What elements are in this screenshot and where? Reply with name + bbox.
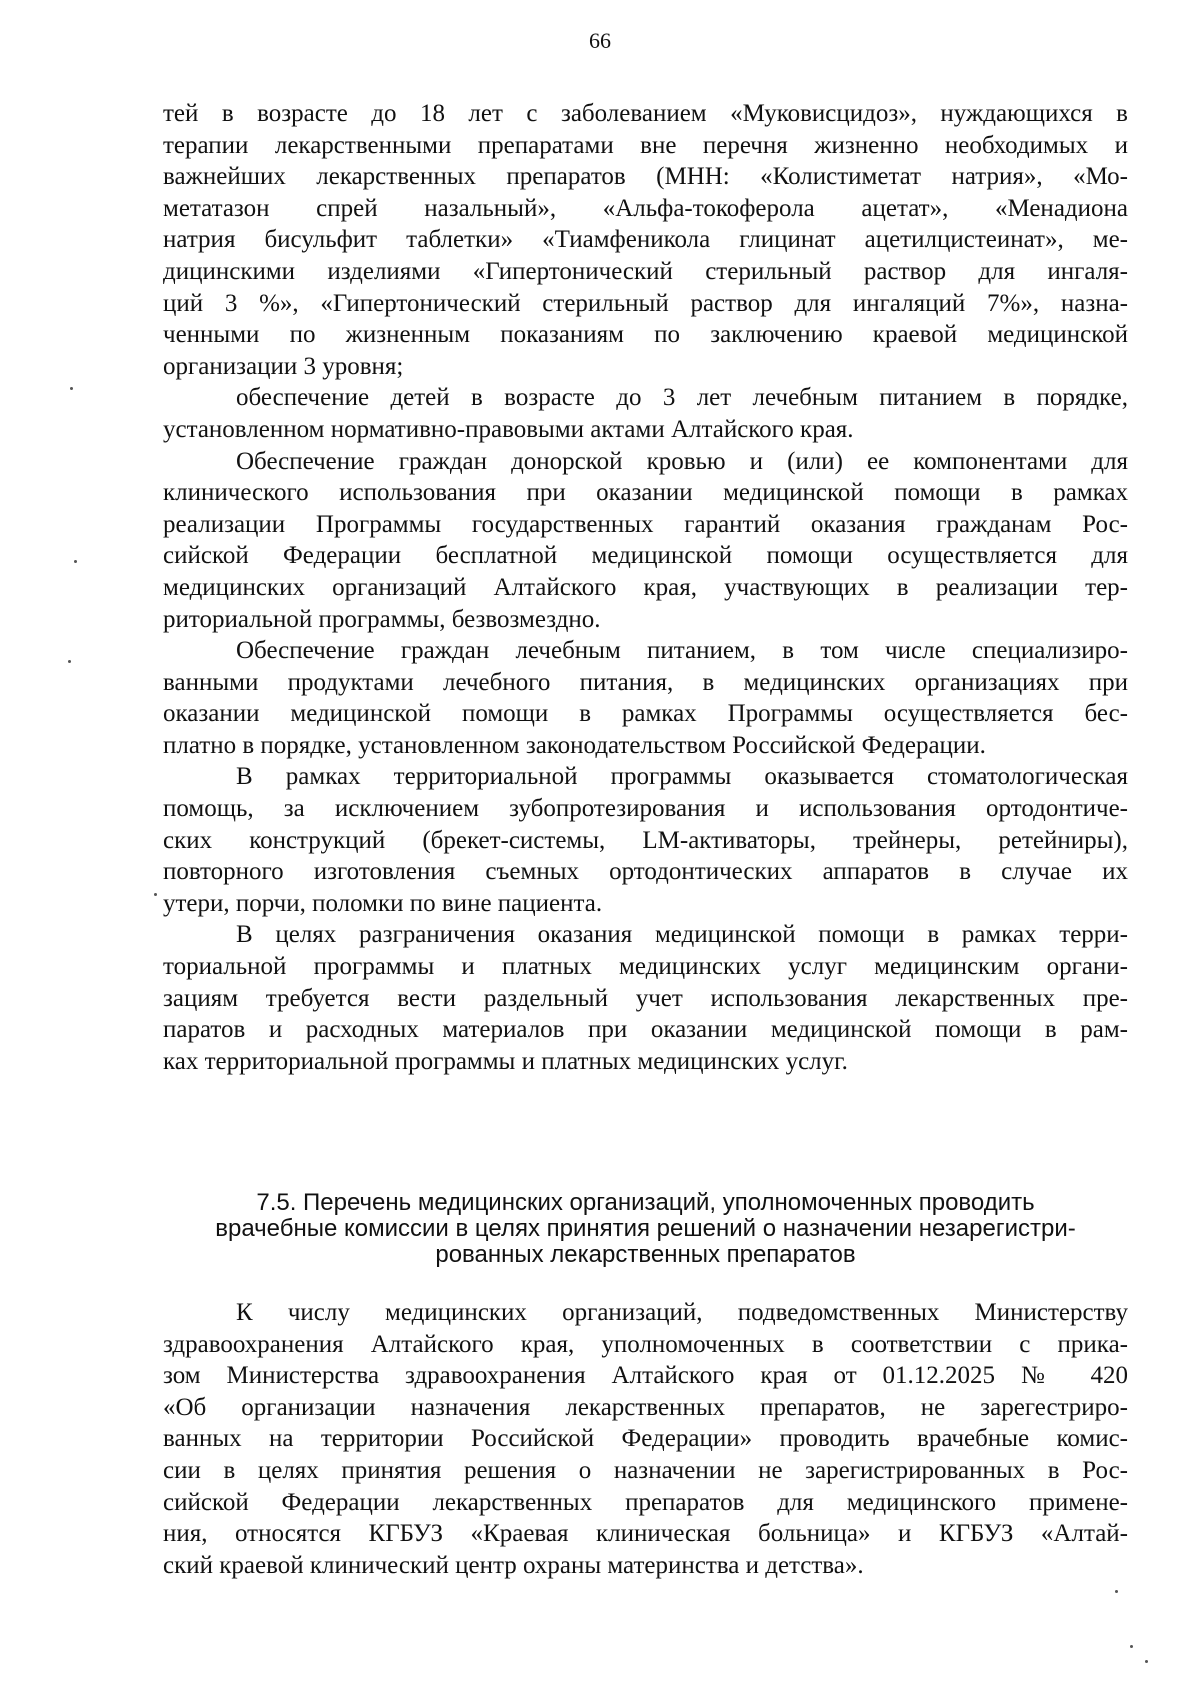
text-line: ториальной программы и платных медицинских услуг медицинским органи-: [163, 953, 1128, 981]
text-line: установленном нормативно-правовыми актами Алтайского края.: [163, 415, 854, 443]
paragraph: [163, 1297, 1128, 1581]
body-text-top: [163, 98, 1128, 1077]
text-line: зациям требуется вести раздельный учет использования лекарственных пре-: [163, 984, 1128, 1012]
heading-line: врачебные комиссии в целях принятия решений о назначении незарегистри-: [215, 1215, 1076, 1242]
scan-speck: [154, 893, 157, 896]
body-text-bottom: [163, 1297, 1128, 1581]
scan-speck: [70, 387, 73, 390]
text-line: ванными продуктами лечебного питания, в медицинских организациях при: [163, 668, 1128, 696]
text-line: паратов и расходных материалов при оказании медицинской помощи в рам-: [163, 1016, 1128, 1044]
text-line: организации 3 уровня;: [163, 352, 404, 380]
text-line: обеспечение детей в возрасте до 3 лет лечебным питанием в порядке,: [236, 384, 1128, 412]
section-heading: [163, 1190, 1128, 1268]
scan-speck: [68, 660, 71, 663]
text-line: ских конструкций (брекет-системы, LM-активаторы, трейнеры, ретейниры),: [163, 826, 1128, 854]
scan-speck: [1115, 1590, 1118, 1593]
text-line: риториальной программы, безвозмездно.: [163, 605, 601, 633]
text-line: метатазон спрей назальный», «Альфа-токоферола ацетат», «Менадиона: [163, 194, 1128, 222]
text-line: важнейших лекарственных препаратов (МНН: «Колистиметат натрия», «Мо-: [163, 163, 1128, 191]
text-line: «Об организации назначения лекарственных препаратов, не зарегестриро-: [163, 1393, 1128, 1421]
text-line: Обеспечение граждан донорской кровью и (или) ее компонентами для: [236, 447, 1128, 475]
text-line: ций 3 %», «Гипертонический стерильный раствор для ингаляций 7%», назна-: [163, 289, 1128, 317]
text-line: тей в возрасте до 18 лет с заболеванием «Муковисцидоз», нуждающихся в: [163, 100, 1128, 127]
scan-speck: [1130, 1645, 1133, 1648]
text-line: ках территориальной программы и платных медицинских услуг.: [163, 1047, 848, 1075]
scan-speck: [1145, 1660, 1148, 1663]
text-line: Обеспечение граждан лечебным питанием, в том числе специализиро-: [236, 637, 1128, 665]
heading-line: 7.5. Перечень медицинских организаций, уполномоченных проводить: [256, 1189, 1035, 1216]
paragraph: [163, 446, 1128, 636]
text-line: ния, относятся КГБУЗ «Краевая клиническая больница» и КГБУЗ «Алтай-: [163, 1520, 1128, 1548]
text-line: сийской Федерации лекарственных препаратов для медицинского примене-: [163, 1488, 1128, 1516]
text-line: здравоохранения Алтайского края, уполномоченных в соответствии с прика-: [163, 1330, 1128, 1358]
scan-speck: [74, 560, 77, 563]
paragraph: [163, 919, 1128, 1077]
text-line: ванных на территории Российской Федерации» проводить врачебные комис-: [163, 1425, 1128, 1453]
paragraph: [163, 98, 1128, 382]
text-line: реализации Программы государственных гарантий оказания гражданам Рос-: [163, 510, 1128, 538]
text-line: В целях разграничения оказания медицинской помощи в рамках терри-: [236, 921, 1128, 949]
paragraph: [163, 761, 1128, 919]
text-line: дицинскими изделиями «Гипертонический стерильный раствор для ингаля-: [163, 257, 1128, 285]
text-line: клинического использования при оказании медицинской помощи в рамках: [163, 479, 1128, 507]
text-line: терапии лекарственными препаратами вне перечня жизненно необходимых и: [163, 131, 1128, 159]
text-line: оказании медицинской помощи в рамках Программы осуществляется бес-: [163, 700, 1128, 728]
text-line: ский краевой клинический центр охраны материнства и детства».: [163, 1551, 864, 1579]
heading-line: рованных лекарственных препаратов: [435, 1241, 856, 1268]
page-number: 66: [589, 28, 611, 53]
text-line: зом Министерства здравоохранения Алтайского края от 01.12.2025 № 420: [163, 1362, 1128, 1390]
paragraph: [163, 635, 1128, 761]
text-line: повторного изготовления съемных ортодонтических аппаратов в случае их: [163, 858, 1128, 886]
text-line: В рамках территориальной программы оказывается стоматологическая: [236, 763, 1128, 791]
text-line: утери, порчи, поломки по вине пациента.: [163, 889, 603, 917]
text-line: сийской Федерации бесплатной медицинской помощи осуществляется для: [163, 542, 1128, 570]
text-line: помощь, за исключением зубопротезирования и использования ортодонтиче-: [163, 795, 1128, 823]
text-line: натрия бисульфит таблетки» «Тиамфеникола глицинат ацетилцистеинат», ме-: [163, 226, 1128, 254]
text-line: К числу медицинских организаций, подведомственных Министерству: [236, 1299, 1128, 1326]
text-line: медицинских организаций Алтайского края, участвующих в реализации тер-: [163, 573, 1128, 601]
text-line: сии в целях принятия решения о назначении не зарегистрированных в Рос-: [163, 1456, 1128, 1484]
text-line: платно в порядке, установленном законодательством Российской Федерации.: [163, 731, 986, 759]
paragraph: [163, 382, 1128, 445]
text-line: ченными по жизненным показаниям по заключению краевой медицинской: [163, 321, 1128, 349]
